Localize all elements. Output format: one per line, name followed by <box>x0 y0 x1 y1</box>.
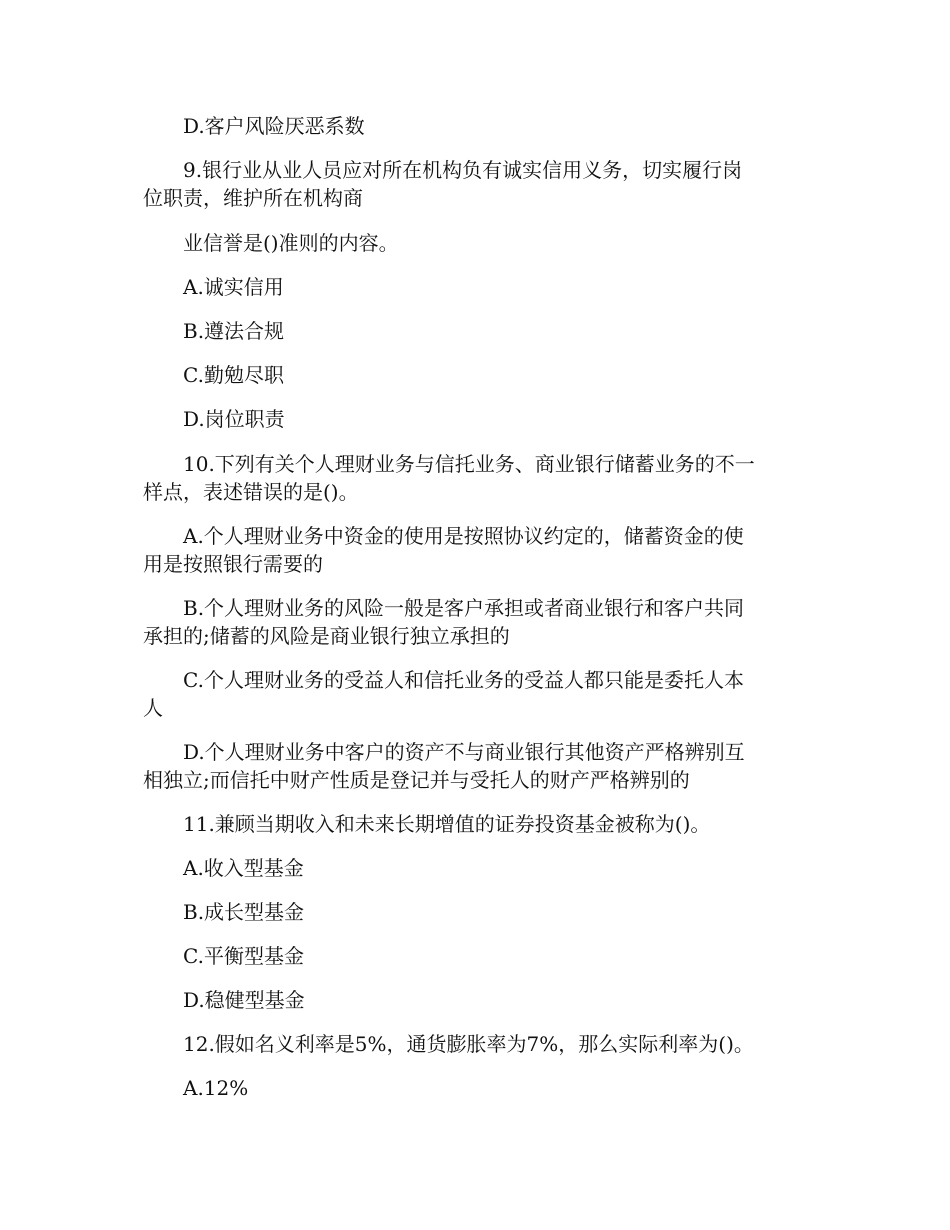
question-10-line-2: 样点，表述错误的是()。 <box>143 480 359 504</box>
option-a-q9: A.诚实信用 <box>183 275 284 299</box>
option-d-q11: D.稳健型基金 <box>183 988 305 1012</box>
option-c-q10-line-1: C.个人理财业务的受益人和信托业务的受益人都只能是委托人本 <box>183 668 744 692</box>
option-d-q10-line-1: D.个人理财业务中客户的资产不与商业银行其他资产严格辨别互 <box>183 740 745 764</box>
question-9-line-3: 业信誉是()准则的内容。 <box>183 231 399 255</box>
option-a-q12: A.12% <box>183 1076 249 1100</box>
option-d-q10-line-2: 相独立;而信托中财产性质是登记并与受托人的财产严格辨别的 <box>143 768 690 792</box>
option-a-q10-line-1: A.个人理财业务中资金的使用是按照协议约定的，储蓄资金的使 <box>183 524 744 548</box>
option-c-q10-line-2: 人 <box>143 696 163 720</box>
question-9-line-2: 位职责，维护所在机构商 <box>143 186 363 210</box>
option-d-q9: D.岗位职责 <box>183 407 285 431</box>
option-a-q11: A.收入型基金 <box>183 856 304 880</box>
question-10-line-1: 10.下列有关个人理财业务与信托业务、商业银行储蓄业务的不一 <box>183 452 755 476</box>
option-b-q10-line-1: B.个人理财业务的风险一般是客户承担或者商业银行和客户共同 <box>183 596 745 620</box>
option-b-q10-line-2: 承担的;储蓄的风险是商业银行独立承担的 <box>143 624 510 648</box>
question-12: 12.假如名义利率是5%，通货膨胀率为7%，那么实际利率为()。 <box>183 1032 754 1056</box>
option-a-q10-line-2: 用是按照银行需要的 <box>143 552 323 576</box>
option-b-q11: B.成长型基金 <box>183 900 305 924</box>
option-d-q8: D.客户风险厌恶系数 <box>183 114 365 138</box>
option-b-q9: B.遵法合规 <box>183 319 285 343</box>
option-c-q11: C.平衡型基金 <box>183 944 304 968</box>
question-9-line-1: 9.银行业从业人员应对所在机构负有诚实信用义务，切实履行岗 <box>183 158 743 182</box>
option-c-q9: C.勤勉尽职 <box>183 363 284 387</box>
question-11: 11.兼顾当期收入和未来长期增值的证券投资基金被称为()。 <box>183 812 711 836</box>
